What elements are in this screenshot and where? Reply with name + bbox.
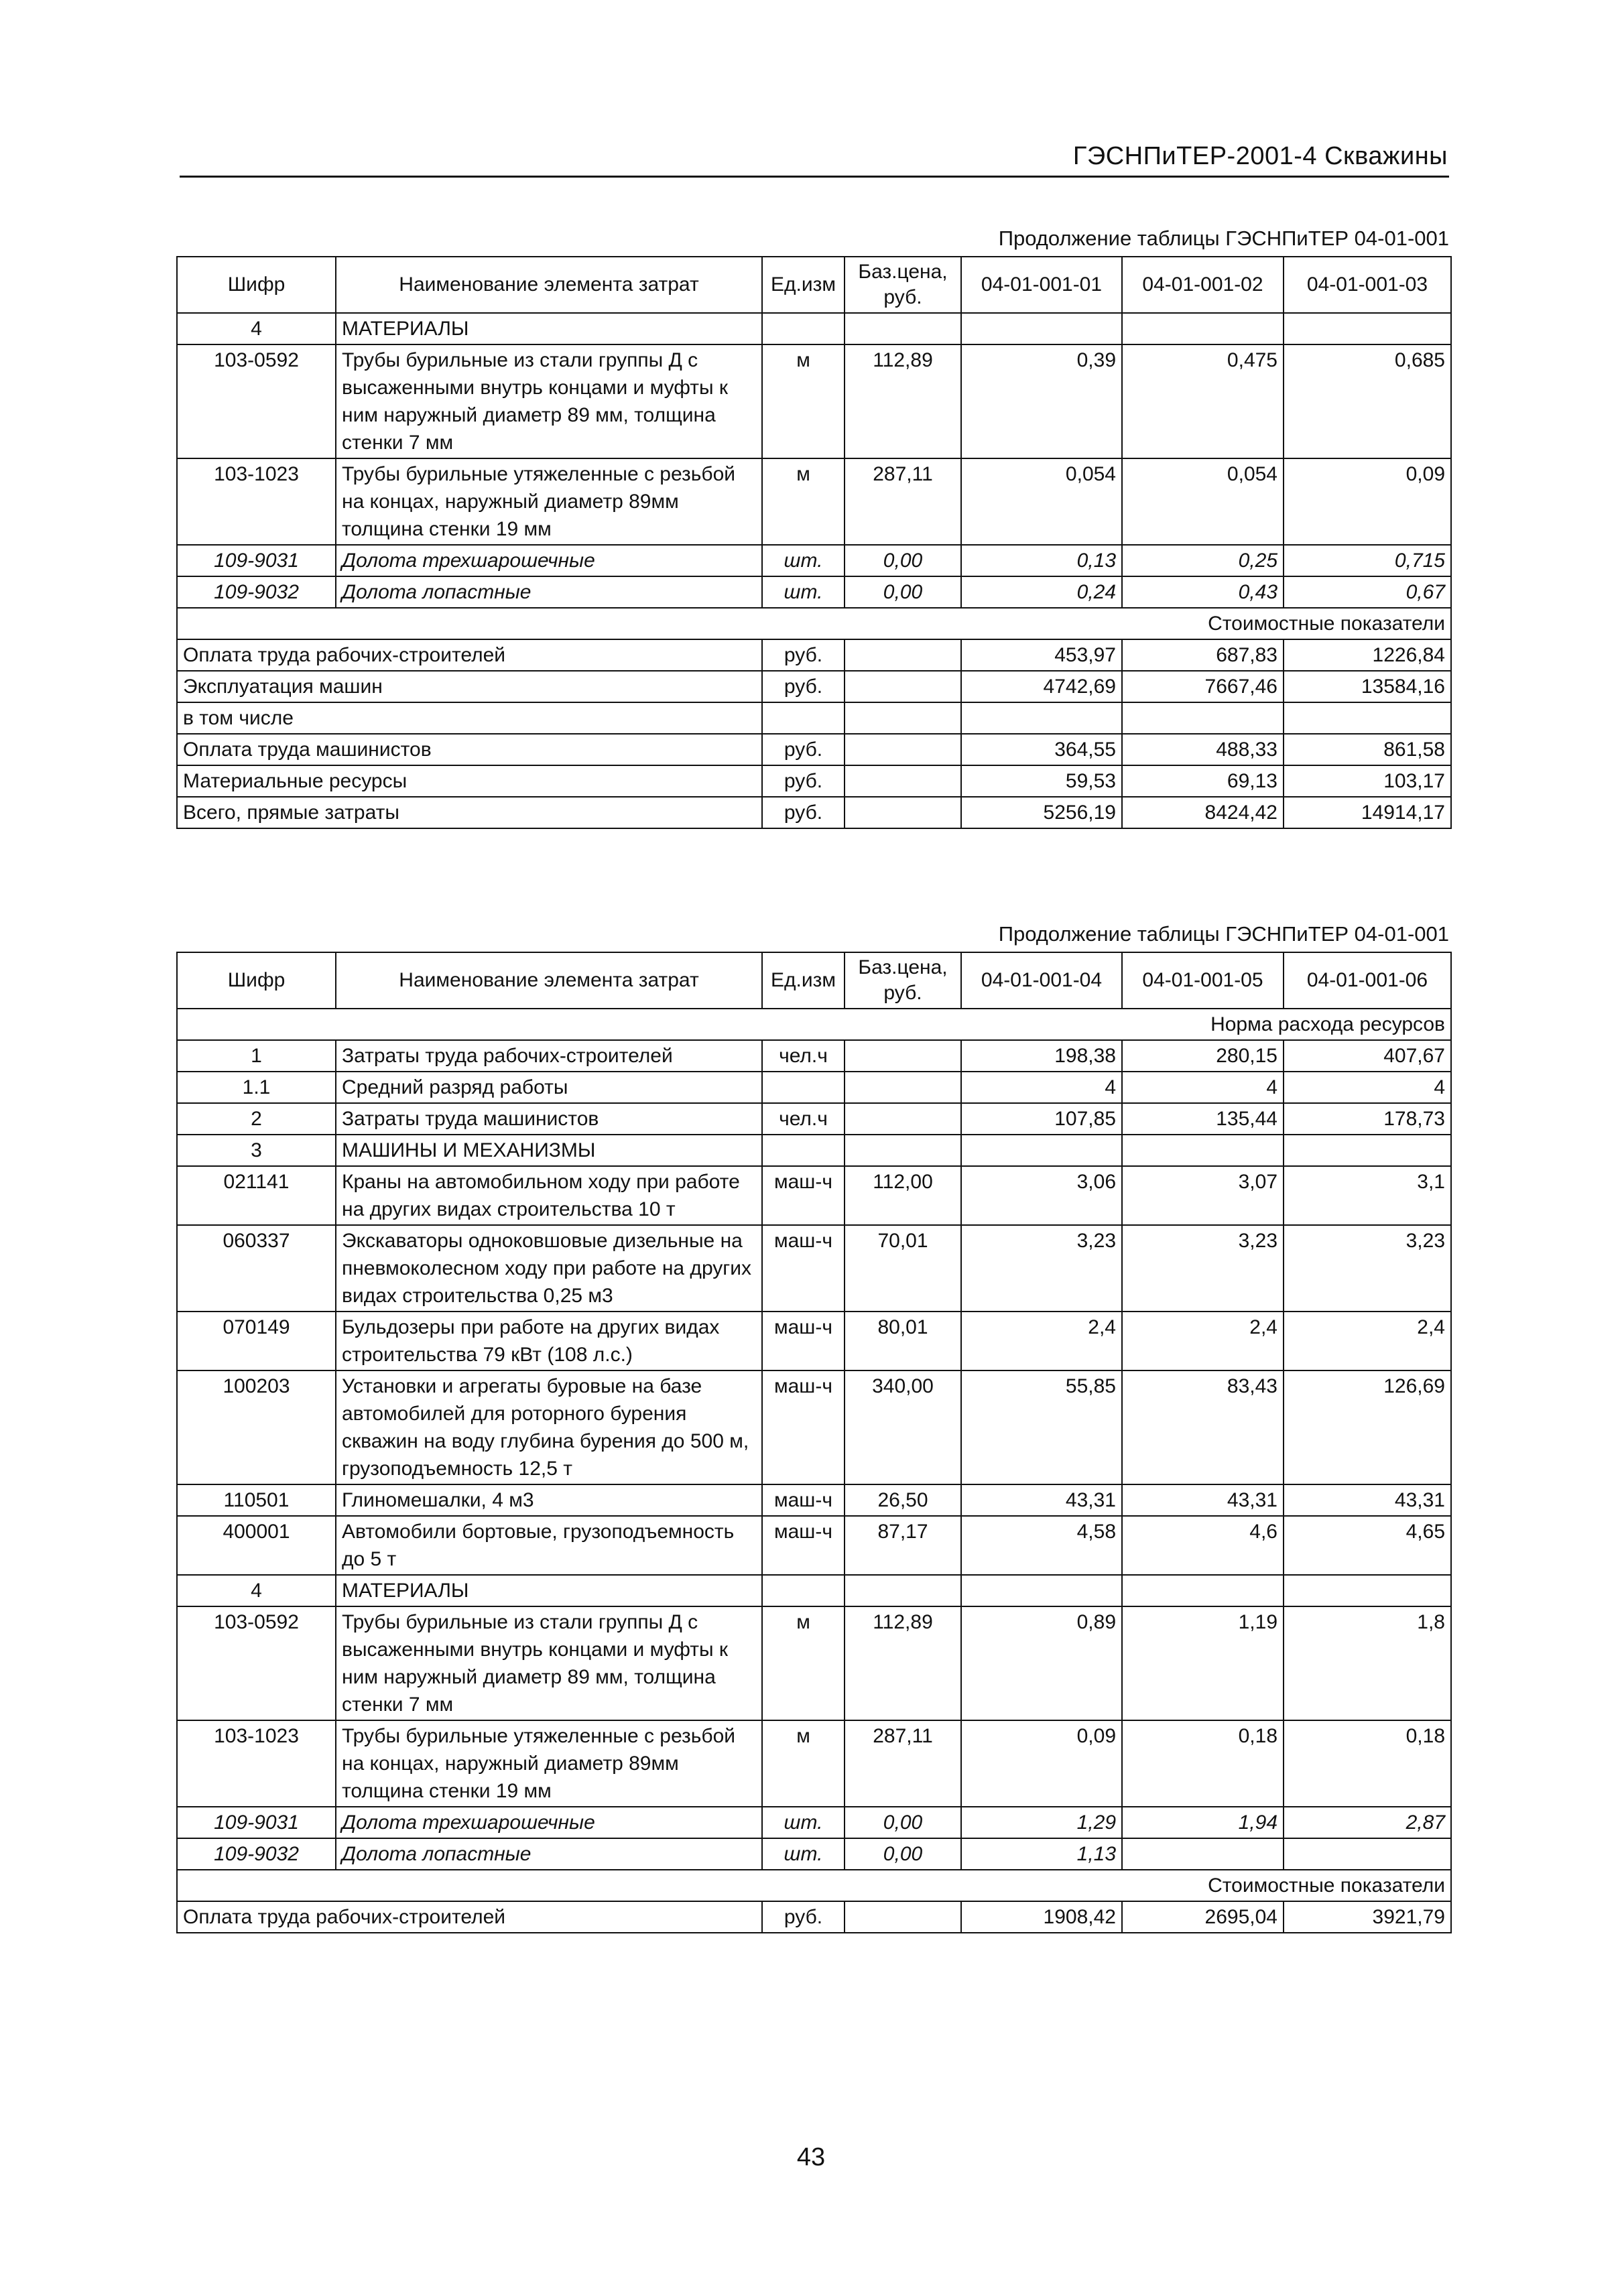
resource-name: Средний разряд работы [336, 1072, 762, 1103]
resource-code: 109-9032 [177, 576, 336, 608]
running-head: ГЭСНПиТЕР-2001-4 Скважины [1072, 142, 1448, 170]
resource-code: 3 [177, 1135, 336, 1166]
resource-table-1 [176, 256, 1452, 829]
resource-value-2: 0,18 [1122, 1720, 1284, 1807]
cost-value-1: 5256,19 [961, 797, 1122, 828]
col-unit-header: Ед.изм [762, 257, 845, 313]
cost-unit: руб. [762, 639, 845, 671]
resource-value-3: 0,18 [1284, 1720, 1451, 1807]
resource-value-3: 4,65 [1284, 1516, 1451, 1575]
resource-unit: маш-ч [762, 1516, 845, 1575]
resource-value-1: 0,24 [961, 576, 1122, 608]
section-band-label: Норма расхода ресурсов [177, 1009, 1451, 1040]
resource-price: 112,89 [845, 344, 961, 458]
resource-unit: маш-ч [762, 1484, 845, 1516]
col-code-header: Шифр [177, 952, 336, 1009]
resource-code: 4 [177, 1575, 336, 1606]
cost-price-empty [845, 734, 961, 765]
resource-value-3: 126,69 [1284, 1370, 1451, 1484]
resource-value-3: 0,685 [1284, 344, 1451, 458]
resource-name: Установки и агрегаты буровые на базе автомобилей для роторного бурения скважин на воду глубина бурения до 500 м, грузоподъемность 12,5 т [336, 1370, 762, 1484]
cost-unit: руб. [762, 1901, 845, 1933]
resource-value-2 [1122, 1838, 1284, 1870]
resource-unit: шт. [762, 1838, 845, 1870]
resource-row [177, 545, 1451, 576]
resource-unit [762, 1072, 845, 1103]
resource-value-2: 135,44 [1122, 1103, 1284, 1135]
resource-unit: чел.ч [762, 1103, 845, 1135]
resource-unit: м [762, 344, 845, 458]
resource-value-1: 4 [961, 1072, 1122, 1103]
col-value2-header: 04-01-001-05 [1122, 952, 1284, 1009]
cost-row [177, 1901, 1451, 1933]
resource-price [845, 1103, 961, 1135]
cost-value-1 [961, 702, 1122, 734]
col-value1-header: 04-01-001-04 [961, 952, 1122, 1009]
cost-value-2: 687,83 [1122, 639, 1284, 671]
resource-row [177, 1516, 1451, 1575]
resource-value-2: 0,25 [1122, 545, 1284, 576]
col-value3-header: 04-01-001-06 [1284, 952, 1451, 1009]
resource-row [177, 1838, 1451, 1870]
resource-code: 070149 [177, 1312, 336, 1370]
resource-value-2: 0,475 [1122, 344, 1284, 458]
resource-name: Трубы бурильные из стали группы Д с высаженными внутрь концами и муфты к ним наружный диаметр 89 мм, толщина стенки 7 мм [336, 1606, 762, 1720]
resource-row [177, 1225, 1451, 1312]
resource-price: 287,11 [845, 458, 961, 545]
cost-unit: руб. [762, 797, 845, 828]
resource-row [177, 1135, 1451, 1166]
col-unit-header: Ед.изм [762, 952, 845, 1009]
resource-name: Долота лопастные [336, 1838, 762, 1870]
resource-value-3: 2,87 [1284, 1807, 1451, 1838]
cost-value-3 [1284, 702, 1451, 734]
cost-value-1: 1908,42 [961, 1901, 1122, 1933]
resource-price: 112,00 [845, 1166, 961, 1225]
header-rule [180, 176, 1449, 178]
cost-unit: руб. [762, 765, 845, 797]
resource-code: 103-1023 [177, 1720, 336, 1807]
resource-value-3: 1,8 [1284, 1606, 1451, 1720]
resource-row [177, 1484, 1451, 1516]
resource-value-3: 2,4 [1284, 1312, 1451, 1370]
resource-name: Краны на автомобильном ходу при работе на других видах строительства 10 т [336, 1166, 762, 1225]
resource-value-1: 0,09 [961, 1720, 1122, 1807]
resource-row [177, 1720, 1451, 1807]
resource-price: 340,00 [845, 1370, 961, 1484]
resource-unit: м [762, 1606, 845, 1720]
resource-price: 112,89 [845, 1606, 961, 1720]
resource-row [177, 576, 1451, 608]
resource-unit: маш-ч [762, 1312, 845, 1370]
cost-value-2: 7667,46 [1122, 671, 1284, 702]
resource-row [177, 458, 1451, 545]
resource-price: 70,01 [845, 1225, 961, 1312]
resource-name: Затраты труда машинистов [336, 1103, 762, 1135]
resource-value-1: 1,13 [961, 1838, 1122, 1870]
cost-label: Всего, прямые затраты [177, 797, 762, 828]
resource-row [177, 1072, 1451, 1103]
resource-code: 1.1 [177, 1072, 336, 1103]
cost-unit: руб. [762, 734, 845, 765]
resource-value-1: 0,39 [961, 344, 1122, 458]
resource-name: Затраты труда рабочих-строителей [336, 1040, 762, 1072]
resource-code: 021141 [177, 1166, 336, 1225]
resource-value-2 [1122, 1575, 1284, 1606]
cost-label: Оплата труда рабочих-строителей [177, 639, 762, 671]
resource-name: Долота трехшарошечные [336, 1807, 762, 1838]
resource-name: Экскаваторы одноковшовые дизельные на пневмоколесном ходу при работе на других видах строительства 0,25 м3 [336, 1225, 762, 1312]
resource-unit: шт. [762, 1807, 845, 1838]
resource-price: 0,00 [845, 1838, 961, 1870]
resource-unit: м [762, 458, 845, 545]
resource-code: 060337 [177, 1225, 336, 1312]
cost-row [177, 734, 1451, 765]
cost-value-2: 8424,42 [1122, 797, 1284, 828]
resource-value-3: 0,67 [1284, 576, 1451, 608]
resource-name: МАТЕРИАЛЫ [336, 1575, 762, 1606]
resource-row [177, 1606, 1451, 1720]
resource-value-2: 280,15 [1122, 1040, 1284, 1072]
cost-value-3: 861,58 [1284, 734, 1451, 765]
cost-value-3: 1226,84 [1284, 639, 1451, 671]
resource-row [177, 1312, 1451, 1370]
resource-value-2: 3,07 [1122, 1166, 1284, 1225]
cost-unit: руб. [762, 671, 845, 702]
resource-code: 100203 [177, 1370, 336, 1484]
resource-value-3: 3,23 [1284, 1225, 1451, 1312]
resource-price [845, 1072, 961, 1103]
cost-unit [762, 702, 845, 734]
resource-code: 2 [177, 1103, 336, 1135]
cost-row [177, 702, 1451, 734]
resource-price [845, 1040, 961, 1072]
resource-value-2: 1,19 [1122, 1606, 1284, 1720]
resource-name: Бульдозеры при работе на других видах строительства 79 кВт (108 л.с.) [336, 1312, 762, 1370]
resource-value-1: 55,85 [961, 1370, 1122, 1484]
resource-value-2: 4,6 [1122, 1516, 1284, 1575]
cost-value-2: 2695,04 [1122, 1901, 1284, 1933]
resource-code: 103-0592 [177, 344, 336, 458]
resource-unit: шт. [762, 545, 845, 576]
resource-unit: чел.ч [762, 1040, 845, 1072]
resource-code: 1 [177, 1040, 336, 1072]
resource-value-3 [1284, 313, 1451, 344]
section-band-row [177, 1870, 1451, 1901]
resource-price: 0,00 [845, 576, 961, 608]
cost-row [177, 765, 1451, 797]
resource-value-3: 0,715 [1284, 545, 1451, 576]
resource-value-1: 1,29 [961, 1807, 1122, 1838]
cost-price-empty [845, 702, 961, 734]
resource-price: 0,00 [845, 1807, 961, 1838]
resource-name: Трубы бурильные утяжеленные с резьбой на концах, наружный диаметр 89мм толщина стенки 19 мм [336, 458, 762, 545]
cost-label: Эксплуатация машин [177, 671, 762, 702]
resource-value-1: 107,85 [961, 1103, 1122, 1135]
resource-name: Автомобили бортовые, грузоподъемность до 5 т [336, 1516, 762, 1575]
resource-name: Глиномешалки, 4 м3 [336, 1484, 762, 1516]
resource-price: 0,00 [845, 545, 961, 576]
resource-value-2 [1122, 313, 1284, 344]
resource-code: 4 [177, 313, 336, 344]
resource-value-1: 0,054 [961, 458, 1122, 545]
resource-price: 80,01 [845, 1312, 961, 1370]
cost-label: Оплата труда рабочих-строителей [177, 1901, 762, 1933]
cost-value-1: 4742,69 [961, 671, 1122, 702]
cost-price-empty [845, 1901, 961, 1933]
table1-caption: Продолжение таблицы ГЭСНПиТЕР 04-01-001 [998, 227, 1449, 250]
table2-caption: Продолжение таблицы ГЭСНПиТЕР 04-01-001 [998, 922, 1449, 946]
resource-unit [762, 1135, 845, 1166]
cost-label: Оплата труда машинистов [177, 734, 762, 765]
resource-unit: маш-ч [762, 1166, 845, 1225]
col-name-header: Наименование элемента затрат [336, 952, 762, 1009]
resource-code: 103-1023 [177, 458, 336, 545]
resource-value-3 [1284, 1838, 1451, 1870]
resource-value-3 [1284, 1135, 1451, 1166]
resource-value-1 [961, 313, 1122, 344]
section-band-label: Стоимостные показатели [177, 608, 1451, 639]
resource-name: Трубы бурильные из стали группы Д с высаженными внутрь концами и муфты к ним наружный диаметр 89 мм, толщина стенки 7 мм [336, 344, 762, 458]
resource-value-1: 2,4 [961, 1312, 1122, 1370]
resource-price [845, 1575, 961, 1606]
resource-value-3: 178,73 [1284, 1103, 1451, 1135]
resource-row [177, 344, 1451, 458]
col-value1-header: 04-01-001-01 [961, 257, 1122, 313]
resource-value-2: 0,054 [1122, 458, 1284, 545]
section-band-row [177, 608, 1451, 639]
resource-value-1: 3,23 [961, 1225, 1122, 1312]
cost-value-3: 14914,17 [1284, 797, 1451, 828]
resource-unit: маш-ч [762, 1370, 845, 1484]
resource-code: 103-0592 [177, 1606, 336, 1720]
resource-value-2: 2,4 [1122, 1312, 1284, 1370]
cost-price-empty [845, 639, 961, 671]
resource-row [177, 1807, 1451, 1838]
resource-price [845, 313, 961, 344]
resource-unit: маш-ч [762, 1225, 845, 1312]
cost-price-empty [845, 765, 961, 797]
resource-row [177, 1575, 1451, 1606]
resource-row [177, 1103, 1451, 1135]
resource-value-2: 0,43 [1122, 576, 1284, 608]
resource-name: МАТЕРИАЛЫ [336, 313, 762, 344]
resource-value-1: 0,89 [961, 1606, 1122, 1720]
resource-code: 109-9032 [177, 1838, 336, 1870]
resource-name: Долота трехшарошечные [336, 545, 762, 576]
cost-value-3: 3921,79 [1284, 1901, 1451, 1933]
resource-value-3: 407,67 [1284, 1040, 1451, 1072]
cost-row [177, 639, 1451, 671]
page-number: 43 [796, 2143, 826, 2171]
col-price-header: Баз.цена, руб. [845, 257, 961, 313]
resource-value-3: 4 [1284, 1072, 1451, 1103]
header-row [177, 952, 1451, 1009]
resource-value-3: 3,1 [1284, 1166, 1451, 1225]
resource-value-1: 198,38 [961, 1040, 1122, 1072]
resource-value-1: 0,13 [961, 545, 1122, 576]
col-code-header: Шифр [177, 257, 336, 313]
resource-code: 109-9031 [177, 1807, 336, 1838]
resource-code: 109-9031 [177, 545, 336, 576]
cost-price-empty [845, 797, 961, 828]
resource-value-1: 43,31 [961, 1484, 1122, 1516]
resource-name: Долота лопастные [336, 576, 762, 608]
resource-value-2 [1122, 1135, 1284, 1166]
resource-value-3: 0,09 [1284, 458, 1451, 545]
resource-name: МАШИНЫ И МЕХАНИЗМЫ [336, 1135, 762, 1166]
cost-label: в том числе [177, 702, 762, 734]
resource-unit: шт. [762, 576, 845, 608]
resource-code: 400001 [177, 1516, 336, 1575]
cost-value-2: 69,13 [1122, 765, 1284, 797]
col-name-header: Наименование элемента затрат [336, 257, 762, 313]
resource-price: 26,50 [845, 1484, 961, 1516]
cost-value-1: 453,97 [961, 639, 1122, 671]
resource-price: 87,17 [845, 1516, 961, 1575]
resource-value-1: 3,06 [961, 1166, 1122, 1225]
resource-value-2: 4 [1122, 1072, 1284, 1103]
header-row [177, 257, 1451, 313]
resource-unit [762, 313, 845, 344]
section-band-row [177, 1009, 1451, 1040]
cost-value-2: 488,33 [1122, 734, 1284, 765]
cost-label: Материальные ресурсы [177, 765, 762, 797]
resource-code: 110501 [177, 1484, 336, 1516]
col-price-header: Баз.цена, руб. [845, 952, 961, 1009]
resource-value-3 [1284, 1575, 1451, 1606]
col-value3-header: 04-01-001-03 [1284, 257, 1451, 313]
resource-price [845, 1135, 961, 1166]
cost-value-3: 13584,16 [1284, 671, 1451, 702]
resource-value-1 [961, 1575, 1122, 1606]
resource-value-2: 3,23 [1122, 1225, 1284, 1312]
resource-table-2 [176, 952, 1452, 1933]
col-value2-header: 04-01-001-02 [1122, 257, 1284, 313]
cost-value-1: 364,55 [961, 734, 1122, 765]
resource-value-2: 83,43 [1122, 1370, 1284, 1484]
resource-price: 287,11 [845, 1720, 961, 1807]
resource-row [177, 1370, 1451, 1484]
cost-row [177, 671, 1451, 702]
resource-value-1: 4,58 [961, 1516, 1122, 1575]
resource-name: Трубы бурильные утяжеленные с резьбой на концах, наружный диаметр 89мм толщина стенки 19 мм [336, 1720, 762, 1807]
resource-row [177, 1166, 1451, 1225]
cost-value-2 [1122, 702, 1284, 734]
resource-row [177, 1040, 1451, 1072]
cost-value-3: 103,17 [1284, 765, 1451, 797]
resource-value-1 [961, 1135, 1122, 1166]
resource-value-3: 43,31 [1284, 1484, 1451, 1516]
resource-value-2: 43,31 [1122, 1484, 1284, 1516]
resource-row [177, 313, 1451, 344]
resource-unit [762, 1575, 845, 1606]
cost-value-1: 59,53 [961, 765, 1122, 797]
resource-unit: м [762, 1720, 845, 1807]
cost-price-empty [845, 671, 961, 702]
section-band-label: Стоимостные показатели [177, 1870, 1451, 1901]
resource-value-2: 1,94 [1122, 1807, 1284, 1838]
cost-row [177, 797, 1451, 828]
